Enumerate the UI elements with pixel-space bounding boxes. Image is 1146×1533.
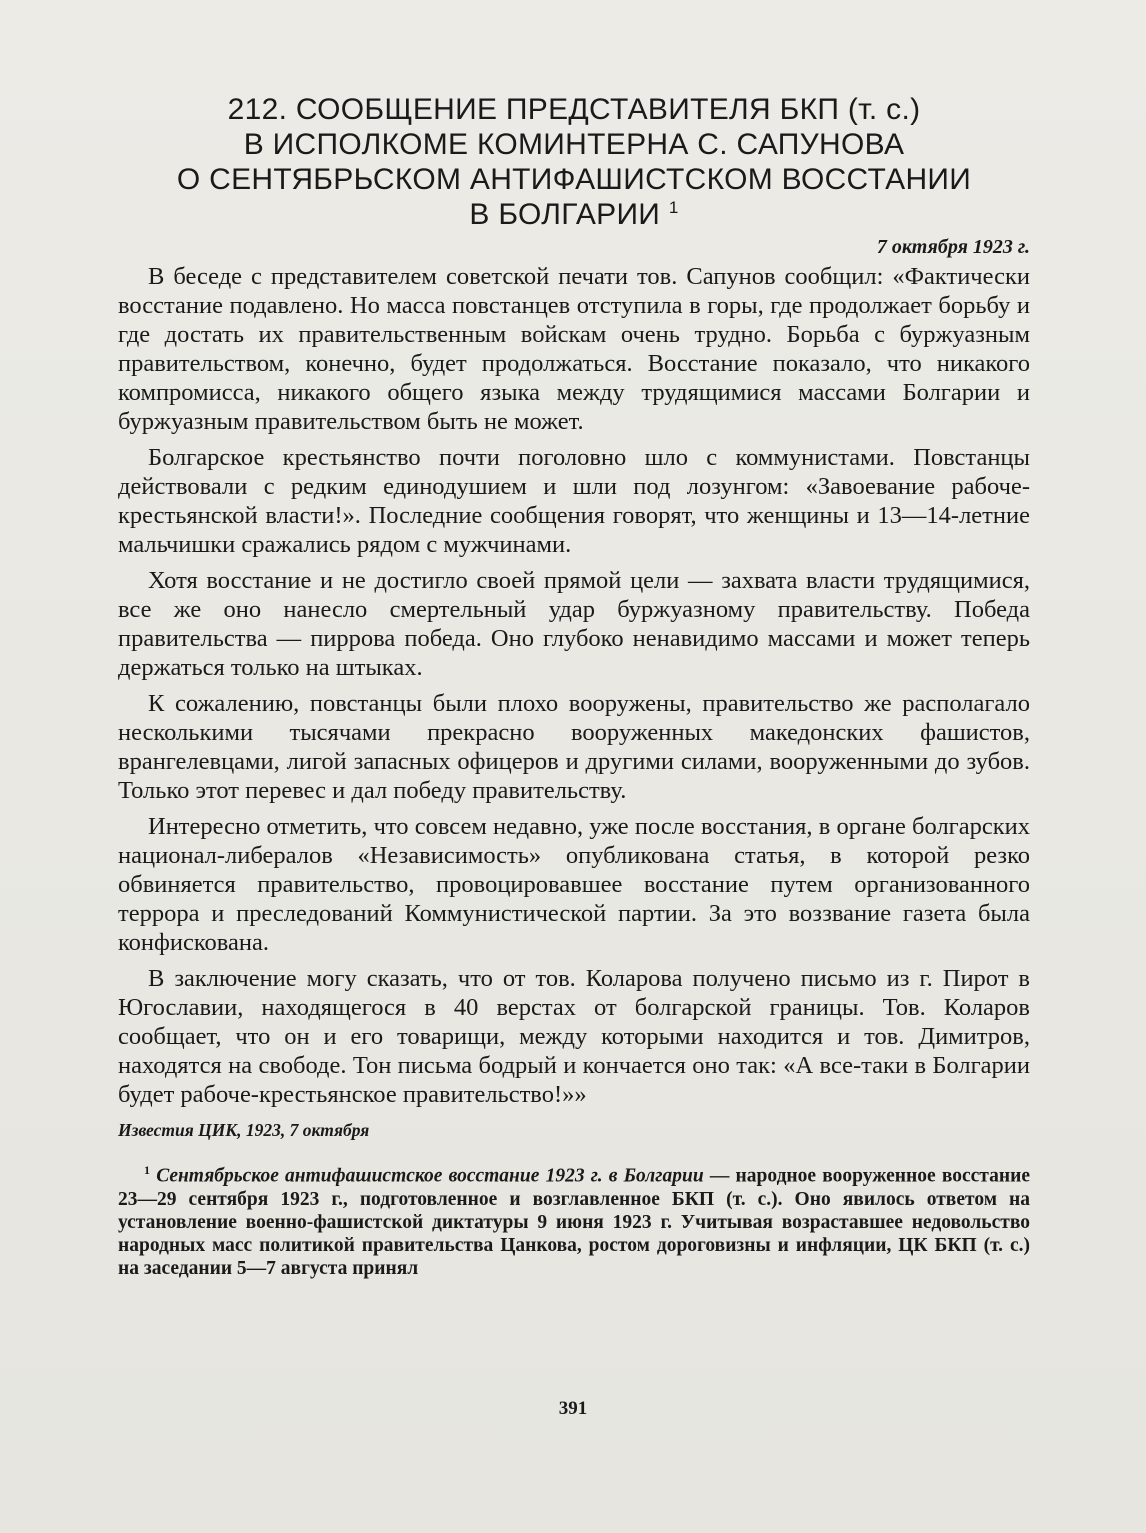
paragraph: В заключение могу сказать, что от тов. Коларова получено письмо из г. Пирот в Югославии, находящегося в 40 верстах от болгарской границы. Тов. Коларов сообщает, что он и его товарищи, между которыми находится и тов. Димитров, находятся на свободе. Тон письма бодрый и кончается оно так: «А все-таки в Болгарии будет рабоче-крестьянское правительство!»»: [118, 965, 1030, 1108]
title-line: В ИСПОЛКОМЕ КОМИНТЕРНА С. САПУНОВА: [243, 128, 905, 161]
paragraph: Болгарское крестьянство почти поголовно шло с коммунистами. Повстанцы действовали с редким единодушием и шли под лозунгом: «Завоевание рабоче-крестьянской власти!». Последние сообщения говорят, что женщины и 13—14-летние мальчишки сражались рядом с мужчинами.: [118, 444, 1030, 558]
source-citation: Известия ЦИК, 1923, 7 октября: [118, 1120, 370, 1140]
footnote-text: — народное вооруженное восстание 23—29 сентября 1923 г., подготовленное и возглавленное БКП (т. с.). Оно явилось ответом на установление военно-фашистской диктатуры 9 июня 1923 г. Учитывая возраставшее недовольство народных масс политикой правительства Цанкова, ростом дороговизны и инфляции, ЦК БКП (т. с.) на заседании 5—7 августа принял: [118, 1165, 1030, 1279]
page-content: [118, 92, 1030, 1280]
document-body: [118, 262, 1030, 1109]
page-number: 391: [558, 1398, 588, 1419]
title-footnote-mark: 1: [668, 198, 679, 217]
paragraph: Хотя восстание и не достигло своей прямой цели — захвата власти трудящимися, все же оно нанесло смертельный удар буржуазному правительству. Победа правительства — пиррова победа. Оно глубоко ненавидимо массами и может теперь держаться только на штыках.: [118, 567, 1030, 681]
footnote-marker: 1: [144, 1163, 150, 1177]
paragraph: В беседе с представителем советской печати тов. Сапунов сообщил: «Фактически восстание подавлено. Но масса повстанцев отступила в горы, где продолжает борьбу и где достать их правительственным войскам очень трудно. Борьба с буржуазным правительством, конечно, будет продолжаться. Восстание показало, что никакого компромисса, никакого общего языка между трудящимися массами Болгарии и буржуазным правительством быть не может.: [118, 263, 1030, 435]
title-line: [118, 197, 1030, 232]
document-date: 7 октября 1923 г.: [876, 236, 1030, 258]
document-title: [118, 92, 1030, 232]
paragraph: К сожалению, повстанцы были плохо вооружены, правительство же располагало несколькими тысячами прекрасно вооруженных македонских фашистов, врангелевцами, лигой запасных офицеров и другими силами, вооруженными до зубов. Только этот перевес и дал победу правительству.: [118, 690, 1030, 804]
footnote-italic-lead: Сентябрьское антифашистское восстание 1923 г. в Болгарии: [156, 1165, 704, 1187]
footnote: [118, 1159, 1030, 1280]
title-line: 212. СООБЩЕНИЕ ПРЕДСТАВИТЕЛЯ БКП (т. с.): [227, 93, 921, 126]
title-line: О СЕНТЯБРЬСКОМ АНТИФАШИСТСКОМ ВОССТАНИИ: [176, 163, 972, 196]
paragraph: Интересно отметить, что совсем недавно, уже после восстания, в органе болгарских национал-либералов «Независимость» опубликована статья, в которой резко обвиняется правительство, провоцировавшее восстание путем организованного террора и преследований Коммунистической партии. За это воззвание газета была конфискована.: [118, 813, 1030, 956]
title-line-text: В БОЛГАРИИ: [469, 198, 661, 231]
